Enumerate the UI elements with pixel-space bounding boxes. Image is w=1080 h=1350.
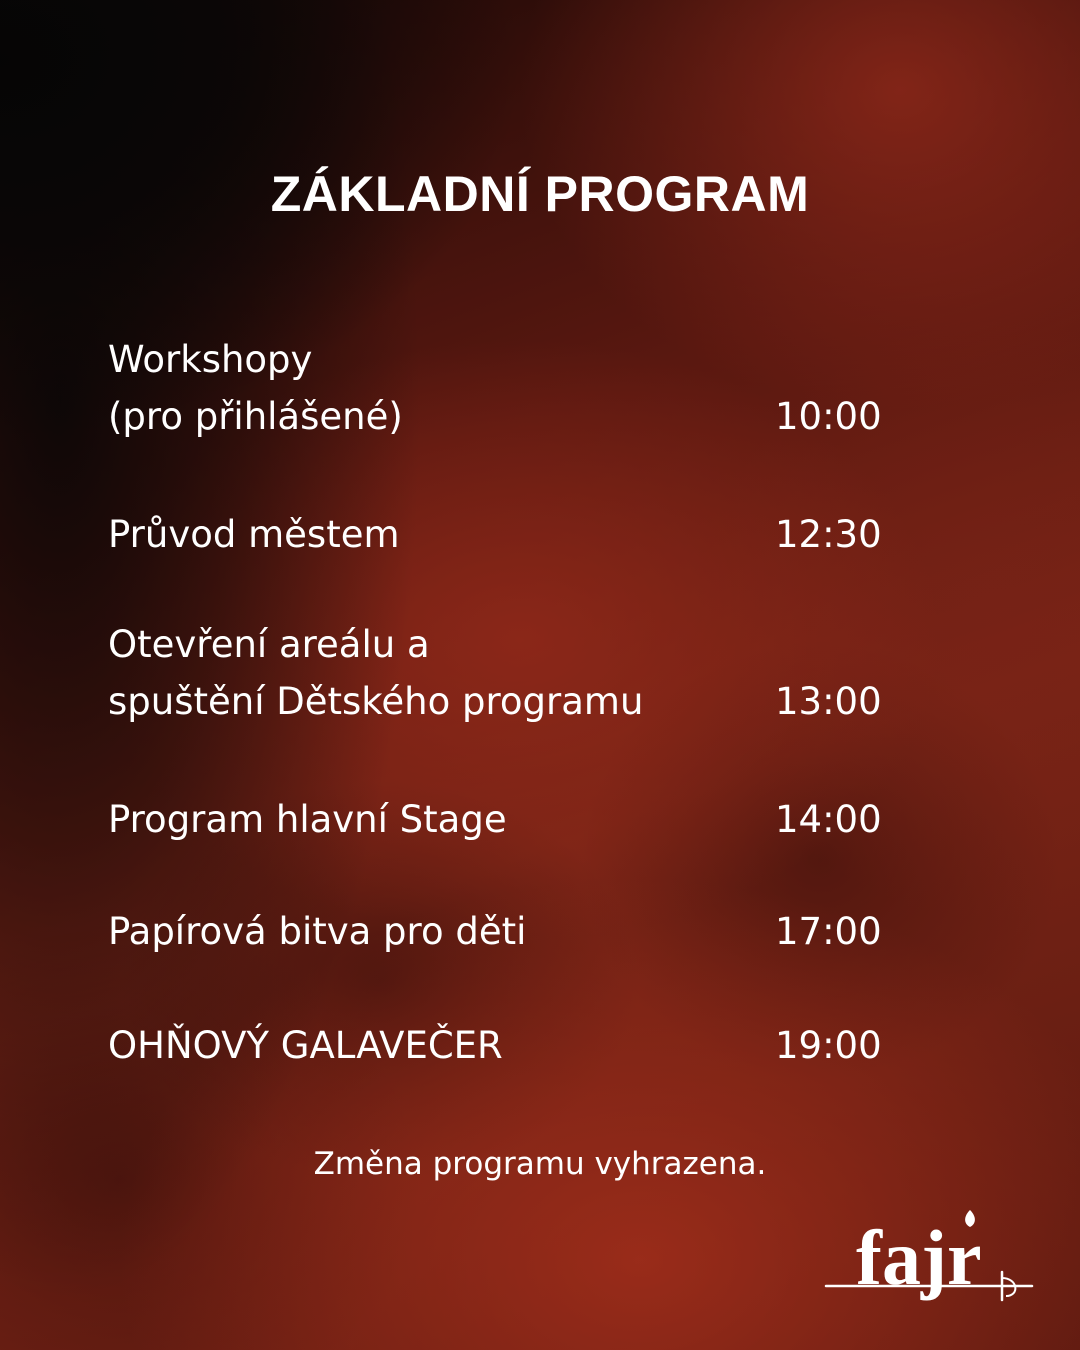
schedule-item-time: 10:00 [775, 395, 882, 438]
schedule-item-name: Workshopy (pro přihlášené) [108, 338, 403, 438]
schedule-item [108, 728, 888, 848]
schedule-item [108, 443, 888, 563]
schedule-item-name: Program hlavní Stage [108, 798, 507, 841]
schedule-item [108, 840, 888, 960]
page-title: ZÁKLADNÍ PROGRAM [270, 166, 810, 222]
schedule-item-time: 12:30 [775, 513, 882, 556]
schedule-item-time: 17:00 [775, 910, 882, 953]
schedule-item-time: 13:00 [775, 680, 882, 723]
schedule-item-name: Otevření areálu a spuštění Dětského programu [108, 623, 644, 723]
schedule-item [108, 610, 888, 730]
schedule-item [108, 325, 888, 445]
schedule-item-name: OHŇOVÝ GALAVEČER [108, 1024, 503, 1067]
schedule-item-time: 14:00 [775, 798, 882, 841]
fajr-logo [822, 1200, 1038, 1310]
logo-wordmark: fajr [856, 1214, 982, 1301]
schedule-item [108, 954, 888, 1074]
disclaimer-note: Změna programu vyhrazena. [313, 1146, 767, 1182]
schedule-item-name: Průvod městem [108, 513, 400, 556]
schedule-item-name: Papírová bitva pro děti [108, 910, 527, 953]
schedule-item-time: 19:00 [775, 1024, 882, 1067]
